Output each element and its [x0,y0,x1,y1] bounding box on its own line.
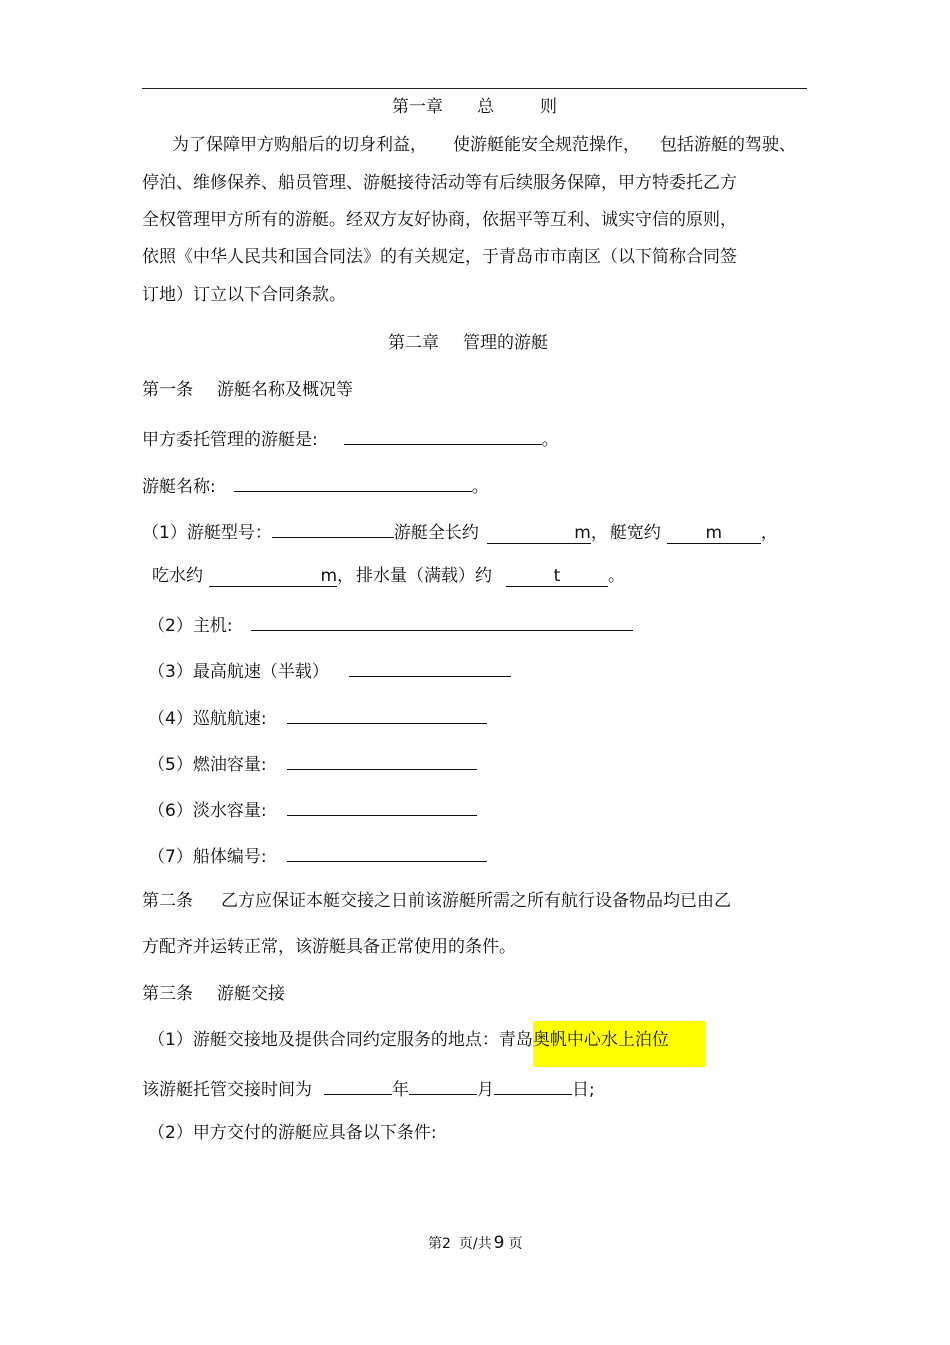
max-speed-line [148,658,511,683]
managed-yacht-field[interactable] [344,426,542,445]
fuel-capacity-label: （5）燃油容量: [148,755,267,775]
day-field[interactable] [494,1076,572,1095]
cruise-speed-line [148,705,487,730]
chapter-1-number: 第一章 [392,97,443,117]
length-label: 游艇全长约 [393,523,479,543]
paragraph-segment: 为了保障甲方购船后的切身利益， [172,135,427,155]
hull-number-field[interactable] [287,843,487,862]
paragraph-segment: 使游艇能安全规范操作， [453,135,640,155]
length-field[interactable] [487,523,591,544]
yacht-name-line [142,473,489,498]
comma: ， [760,523,778,543]
handover-location-line [148,1029,705,1067]
footer-page-separator: 页/共 [458,1236,492,1252]
spec-line-2 [152,565,625,587]
article-title: 游艇名称及概况等 [217,380,353,400]
displacement-label: 排水量（满载）约 [356,566,492,586]
header-rule [142,88,807,89]
hull-number-line [148,843,487,868]
handover-time-line [142,1076,595,1101]
handover-time-label: 该游艇托管交接时间为 [142,1080,312,1100]
chapter-1-title-word-1: 总 [477,97,494,117]
chapter-1-title [392,96,557,118]
water-capacity-field[interactable] [287,797,477,816]
displacement-field[interactable] [506,566,608,587]
water-capacity-line [148,797,477,822]
paragraph-line-2: 停泊、维修保养、船员管理、游艇接待活动等有后续服务保障，甲方特委托乙方 [142,173,737,193]
paragraph-line-1 [172,134,796,156]
period: 。 [608,566,625,586]
year-label: 年 [392,1080,409,1100]
max-speed-field[interactable] [349,658,511,677]
article-number: 第一条 [142,380,193,400]
width-unit: m [705,523,723,543]
width-field[interactable] [667,523,761,544]
cruise-speed-label: （4）巡航航速: [148,709,267,729]
article-number: 第三条 [142,984,193,1004]
footer-page-current: 第2 [428,1236,451,1252]
paragraph-segment: 包括游艇的驾驶、 [660,135,796,155]
footer-page-suffix: 页 [508,1236,523,1252]
paragraph-line-4: 依照《中华人民共和国合同法》的有关规定，于青岛市市南区（以下简称合同签 [142,247,737,267]
page-footer [428,1232,522,1255]
yacht-name-label: 游艇名称: [142,477,216,497]
fuel-capacity-line [148,751,477,776]
separator: ， [337,566,354,586]
paragraph-line-3: 全权管理甲方所有的游艇。经双方友好协商，依据平等互利、诚实守信的原则， [142,210,737,230]
article-1-heading [142,379,353,401]
chapter-2-number: 第二章 [388,333,439,353]
length-unit: m [574,523,591,543]
cruise-speed-field[interactable] [287,705,487,724]
paragraph-line-5: 订地）订立以下合同条款。 [142,285,346,305]
managed-yacht-line [142,426,559,451]
delivery-conditions-line: （2）甲方交付的游艇应具备以下条件: [148,1123,437,1143]
chapter-2-title [388,332,548,354]
handover-location-label: （1）游艇交接地及提供合同约定服务的地点：青岛 [148,1030,533,1050]
article-2-line-2: 方配齐并运转正常，该游艇具备正常使用的条件。 [142,937,516,957]
engine-field[interactable] [251,612,633,631]
model-field[interactable] [272,519,394,538]
day-label: 日; [572,1080,595,1100]
engine-line [148,612,633,637]
displacement-unit: t [553,566,561,586]
model-label: （1）游艇型号： [142,523,272,543]
highlighted-location: 奥帆中心水上泊位 [533,1021,705,1067]
hull-number-label: （7）船体编号: [148,847,267,867]
separator: ， [590,523,608,543]
period: 。 [471,477,489,497]
footer-page-total: 9 [493,1233,505,1253]
period: 。 [541,430,559,450]
spec-line-1 [142,519,778,544]
width-label: 艇宽约 [609,523,661,543]
year-field[interactable] [324,1076,392,1095]
article-3-heading [142,983,285,1005]
fuel-capacity-field[interactable] [287,751,477,770]
yacht-name-field[interactable] [234,473,472,492]
engine-label: （2）主机: [148,616,233,636]
chapter-1-title-word-2: 则 [540,97,557,117]
draft-field[interactable] [209,566,337,587]
managed-yacht-label: 甲方委托管理的游艇是: [142,430,318,450]
article-text: 乙方应保证本艇交接之日前该游艇所需之所有航行设备物品均已由乙 [221,891,731,911]
article-title: 游艇交接 [217,984,285,1004]
article-2-line-1 [142,890,731,912]
draft-label: 吃水约 [152,566,203,586]
month-label: 月 [477,1080,494,1100]
article-number: 第二条 [142,891,193,911]
chapter-2-title-text: 管理的游艇 [463,333,548,353]
month-field[interactable] [409,1076,477,1095]
water-capacity-label: （6）淡水容量: [148,801,267,821]
max-speed-label: （3）最高航速（半载） [148,662,329,682]
draft-unit: m [320,566,337,586]
